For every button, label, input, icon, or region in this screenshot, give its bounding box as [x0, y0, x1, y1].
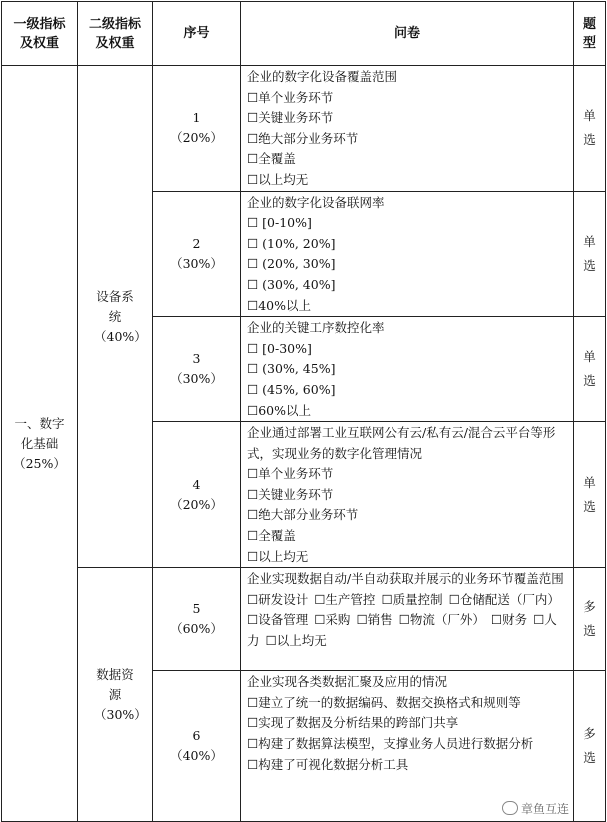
- group-cell-equipment: [78, 66, 153, 568]
- level1-weight: （25%）: [13, 455, 66, 471]
- option-checkbox[interactable]: ☐单个业务环节: [247, 466, 334, 482]
- seq-weight: （20%）: [170, 496, 223, 512]
- question-type: [574, 568, 606, 671]
- level1-cell: [2, 66, 78, 822]
- option-checkbox[interactable]: ☐构建了可视化数据分析工具: [247, 756, 409, 772]
- option-checkbox[interactable]: ☐生产管控: [314, 591, 376, 607]
- question-type: [574, 317, 606, 422]
- seq-weight: （30%）: [170, 255, 223, 271]
- question-cell: [241, 191, 574, 317]
- table-row: [2, 568, 606, 671]
- option-checkbox[interactable]: ☐建立了统一的数据编码、数据交换格式和规则等: [247, 694, 521, 710]
- question-cell: [241, 317, 574, 422]
- header-seq: 序号: [153, 2, 241, 66]
- seq-cell: [153, 671, 241, 822]
- option-checkbox[interactable]: ☐构建了数据算法模型，支撑业务人员进行数据分析: [247, 736, 534, 752]
- survey-table: [1, 1, 606, 822]
- option-checkbox[interactable]: ☐单个业务环节: [247, 89, 334, 105]
- option-checkbox[interactable]: ☐销售: [356, 612, 393, 628]
- watermark-text: 章鱼互连: [520, 802, 569, 816]
- question-cell: [241, 568, 574, 671]
- question-title: 企业实现各类数据汇聚及应用的情况: [247, 674, 448, 690]
- option-checkbox[interactable]: ☐ (20%, 30%]: [247, 256, 336, 272]
- seq-number: 2: [192, 235, 201, 251]
- option-checkbox[interactable]: ☐绝大部分业务环节: [247, 130, 359, 146]
- type-label: 单选: [583, 108, 596, 148]
- option-checkbox[interactable]: ☐采购: [314, 612, 351, 628]
- header-type: 题型: [574, 2, 606, 66]
- seq-cell: [153, 422, 241, 568]
- seq-number: 4: [192, 476, 201, 492]
- seq-number: 5: [192, 601, 201, 617]
- option-checkbox[interactable]: ☐质量控制: [381, 591, 443, 607]
- type-label: 多选: [583, 726, 596, 766]
- wechat-icon: [502, 801, 518, 815]
- option-checkbox[interactable]: ☐ (30%, 45%]: [247, 361, 336, 377]
- option-checkbox[interactable]: ☐以上均无: [265, 633, 327, 649]
- option-checkbox[interactable]: ☐设备管理: [247, 612, 309, 628]
- option-checkbox[interactable]: ☐财务: [490, 612, 528, 628]
- table-row: [2, 66, 606, 192]
- question-cell: [241, 66, 574, 192]
- option-checkbox[interactable]: ☐人力: [247, 612, 557, 649]
- question-cell: [241, 422, 574, 568]
- seq-number: 6: [192, 728, 201, 744]
- seq-cell: [153, 191, 241, 317]
- option-checkbox[interactable]: ☐ [0-10%]: [247, 215, 312, 231]
- question-type: [574, 66, 606, 192]
- type-label: 单选: [583, 349, 596, 389]
- option-checkbox[interactable]: ☐以上均无: [247, 171, 309, 187]
- group-cell-data: [78, 568, 153, 822]
- option-checkbox[interactable]: ☐以上均无: [247, 548, 309, 564]
- seq-weight: （30%）: [170, 371, 223, 387]
- option-checkbox[interactable]: ☐关键业务环节: [247, 486, 334, 502]
- seq-number: 1: [192, 110, 201, 126]
- type-label: 单选: [583, 233, 596, 273]
- question-title: 企业通过部署工业互联网公有云/私有云/混合云平台等形式，实现业务的数字化管理情况: [247, 425, 556, 461]
- group-label: 数据资源: [96, 666, 134, 702]
- option-checkbox[interactable]: ☐ [0-30%]: [247, 340, 312, 356]
- seq-number: 3: [192, 351, 201, 367]
- question-type: [574, 422, 606, 568]
- option-checkbox[interactable]: ☐物流（厂外）: [398, 612, 485, 628]
- seq-cell: [153, 568, 241, 671]
- seq-cell: [153, 66, 241, 192]
- group-weight: （40%）: [94, 328, 147, 344]
- option-checkbox[interactable]: ☐全覆盖: [247, 528, 296, 544]
- watermark: [500, 800, 571, 817]
- option-checkbox[interactable]: ☐仓储配送（厂内）: [448, 591, 560, 607]
- type-label: 单选: [583, 474, 596, 514]
- option-checkbox[interactable]: ☐ (30%, 40%]: [247, 276, 336, 292]
- seq-weight: （60%）: [170, 621, 223, 637]
- question-type: [574, 191, 606, 317]
- question-title: 企业的数字化设备覆盖范围: [247, 69, 398, 84]
- seq-weight: （40%）: [170, 748, 223, 764]
- seq-cell: [153, 317, 241, 422]
- option-checkbox[interactable]: ☐ (10%, 20%]: [247, 235, 336, 251]
- header-question: 问卷: [241, 2, 574, 66]
- option-checkbox[interactable]: ☐研发设计: [247, 591, 309, 607]
- type-label: 多选: [583, 599, 596, 639]
- header-row: [2, 2, 606, 66]
- header-level2: 二级指标及权重: [78, 2, 153, 66]
- question-type: [574, 671, 606, 822]
- question-title: 企业的数字化设备联网率: [247, 194, 385, 210]
- level1-label: 一、数字化基础: [14, 415, 65, 451]
- question-title: 企业实现数据自动/半自动获取并展示的业务环节覆盖范围: [247, 571, 564, 587]
- option-checkbox[interactable]: ☐关键业务环节: [247, 110, 334, 126]
- group-label: 设备系统: [96, 288, 134, 324]
- group-weight: （30%）: [94, 706, 147, 722]
- option-checkbox[interactable]: ☐60%以上: [247, 402, 311, 418]
- question-title: 企业的关键工序数控化率: [247, 320, 385, 336]
- option-checkbox[interactable]: ☐40%以上: [247, 297, 311, 313]
- option-checkbox[interactable]: ☐实现了数据及分析结果的跨部门共享: [247, 715, 459, 731]
- seq-weight: （20%）: [170, 130, 223, 146]
- header-level1: 一级指标及权重: [2, 2, 78, 66]
- option-checkbox[interactable]: ☐全覆盖: [247, 151, 296, 167]
- option-checkbox[interactable]: ☐ (45%, 60%]: [247, 381, 336, 397]
- option-checkbox[interactable]: ☐绝大部分业务环节: [247, 507, 359, 523]
